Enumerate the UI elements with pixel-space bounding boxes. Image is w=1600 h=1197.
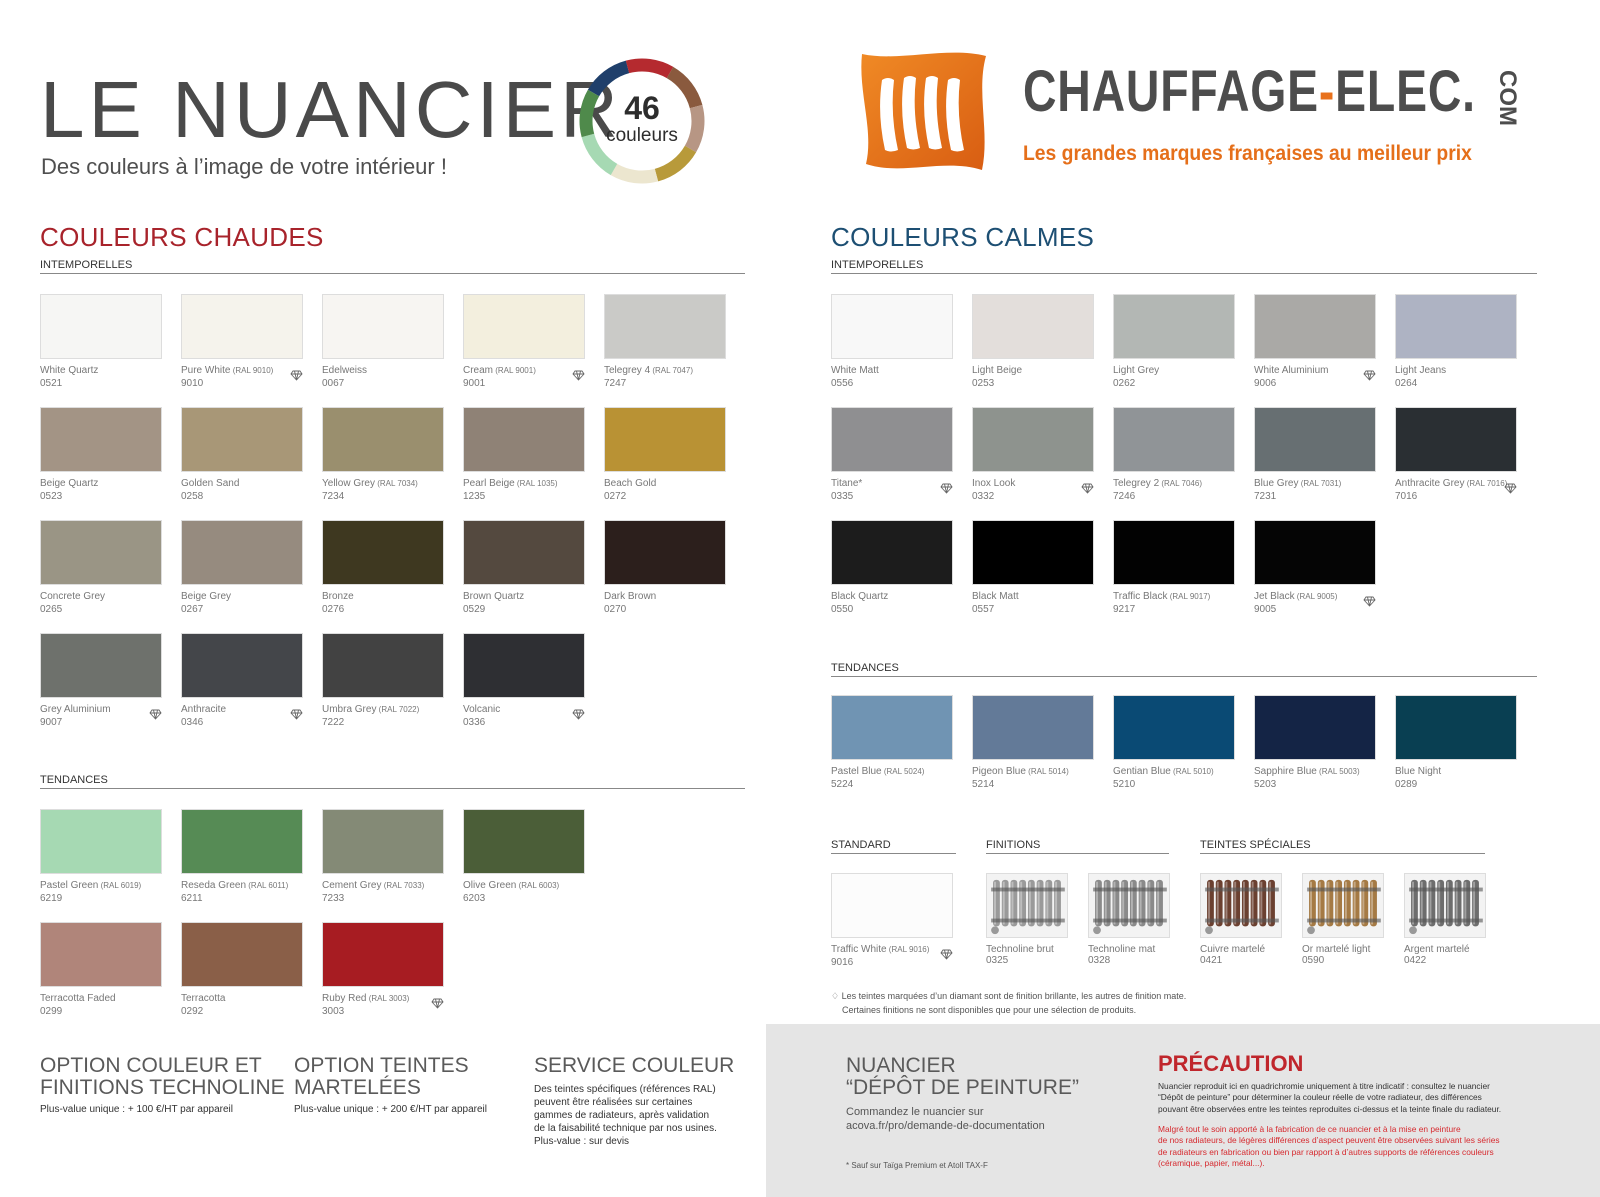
service-couleur-line1: Des teintes spécifiques (références RAL) — [534, 1084, 716, 1096]
warm-tendances-heading: TENDANCES — [40, 774, 745, 789]
swatch-color — [1254, 520, 1376, 585]
radiator-sample-icon — [1302, 873, 1384, 938]
swatch-color — [1113, 695, 1235, 760]
swatch-anthracite-grey — [1395, 407, 1517, 503]
color-count-badge — [576, 55, 708, 187]
swatch-code: 6203 — [463, 892, 486, 904]
finish-technoline-brut — [986, 873, 1068, 966]
standard-heading: STANDARD — [831, 839, 956, 854]
swatch-code: 5214 — [972, 778, 995, 790]
swatch-color — [322, 294, 444, 359]
swatch-code: 9217 — [1113, 603, 1136, 615]
finish-name: Argent martelé — [1404, 944, 1470, 955]
swatch-color — [1254, 407, 1376, 472]
swatch-color — [972, 294, 1094, 359]
swatch-code: 0289 — [1395, 778, 1418, 790]
swatch-beach-gold — [604, 407, 726, 503]
finish-argent-martele — [1404, 873, 1486, 966]
swatch-color — [322, 809, 444, 874]
swatch-gentian-blue — [1113, 695, 1235, 791]
swatch-name: Volcanic — [463, 704, 501, 715]
option-martelees — [294, 1055, 524, 1116]
swatch-pearl-beige — [463, 407, 585, 503]
brand-tld-text: COM — [1494, 70, 1521, 126]
swatch-color — [831, 695, 953, 760]
swatch-code: 0346 — [181, 716, 204, 728]
swatch-code: 1235 — [463, 490, 486, 502]
finish-name: Technoline brut — [986, 944, 1054, 955]
swatch-color — [604, 407, 726, 472]
swatch-code: 0270 — [604, 603, 627, 615]
service-couleur-line3: gammes de radiateurs, après validation — [534, 1110, 710, 1122]
swatch-name: Pigeon Blue (RAL 5014) — [972, 766, 1069, 777]
diamond-icon — [940, 947, 953, 958]
swatch-golden-sand — [181, 407, 303, 503]
swatch-cement-grey — [322, 809, 444, 905]
swatch-color — [322, 922, 444, 987]
swatch-name: Black Matt — [972, 591, 1019, 602]
swatch-name: Pure White (RAL 9010) — [181, 365, 274, 376]
swatch-name: Olive Green (RAL 6003) — [463, 880, 560, 891]
swatch-name: Pearl Beige (RAL 1035) — [463, 478, 558, 489]
swatch-name: Light Jeans — [1395, 365, 1447, 376]
swatch-color — [181, 520, 303, 585]
swatch-code: 0253 — [972, 377, 995, 389]
diamond-icon — [572, 707, 585, 718]
swatch-name: Light Grey — [1113, 365, 1160, 376]
swatch-name: Concrete Grey — [40, 591, 106, 602]
swatch-color — [463, 407, 585, 472]
swatch-code: 7222 — [322, 716, 345, 728]
nuancier-depot-title-1: NUANCIER — [846, 1054, 956, 1077]
radiator-logo-icon — [858, 52, 990, 174]
precaution — [1158, 1053, 1588, 1169]
swatch-color — [181, 407, 303, 472]
swatch-code: 9007 — [40, 716, 63, 728]
swatch-blue-night — [1395, 695, 1517, 791]
precaution-warning-line2: de nos radiateurs, de légères différences d’aspect peuvent être observées suivant les séries — [1158, 1135, 1500, 1146]
swatch-color — [322, 633, 444, 698]
swatch-name: Blue Night — [1395, 766, 1442, 777]
finish-code: 0325 — [986, 955, 1009, 966]
swatch-name: Grey Aluminium — [40, 704, 111, 715]
swatch-light-grey — [1113, 294, 1235, 390]
swatch-olive-green — [463, 809, 585, 905]
swatch-name: Inox Look — [972, 478, 1016, 489]
finish-name: Or martelé light — [1302, 944, 1371, 955]
nuancier-depot-link[interactable]: acova.fr/pro/demande-de-documentation — [846, 1120, 1045, 1133]
swatch-color — [463, 520, 585, 585]
swatch-pastel-green — [40, 809, 162, 905]
swatch-name: White Aluminium — [1254, 365, 1329, 376]
swatch-code: 6211 — [181, 892, 203, 904]
warm-intemporelles-heading: INTEMPORELLES — [40, 259, 745, 274]
swatch-name: Traffic Black (RAL 9017) — [1113, 591, 1211, 602]
swatch-name: Beach Gold — [604, 478, 657, 489]
swatch-code: 0299 — [40, 1005, 63, 1017]
swatch-color — [972, 520, 1094, 585]
swatch-color — [831, 407, 953, 472]
swatch-code: 5210 — [1113, 778, 1136, 790]
swatch-volcanic — [463, 633, 585, 729]
swatch-code: 9006 — [1254, 377, 1277, 389]
swatch-name: Traffic White (RAL 9016) — [831, 944, 930, 955]
swatch-code: 5203 — [1254, 778, 1277, 790]
swatch-telegrey-4 — [604, 294, 726, 390]
precaution-line2: “Dépôt de peinture” pour déterminer la couleur réelle de votre radiateur, des différences — [1158, 1092, 1482, 1103]
swatch-telegrey-2 — [1113, 407, 1235, 503]
radiator-sample-icon — [1088, 873, 1170, 938]
titane-note: * Sauf sur Taïga Premium et Atoll TAX-F — [846, 1161, 988, 1170]
swatch-color — [322, 520, 444, 585]
swatch-code: 0332 — [972, 490, 995, 502]
option-martelees-title-1: OPTION TEINTES — [294, 1054, 469, 1077]
swatch-code: 0292 — [181, 1005, 204, 1017]
swatch-name: Black Quartz — [831, 591, 889, 602]
swatch-code: 0335 — [831, 490, 854, 502]
swatch-name: Cream (RAL 9001) — [463, 365, 536, 376]
swatch-code: 0556 — [831, 377, 854, 389]
swatch-color — [40, 922, 162, 987]
swatch-code: 7233 — [322, 892, 345, 904]
swatch-color — [972, 407, 1094, 472]
swatch-name: Titane* — [831, 478, 863, 489]
swatch-beige-grey — [181, 520, 303, 616]
swatch-name: Terracotta Faded — [40, 993, 116, 1004]
swatch-name: Terracotta — [181, 993, 226, 1004]
swatch-code: 0258 — [181, 490, 204, 502]
badge-label: couleurs — [606, 125, 678, 146]
swatch-anthracite — [181, 633, 303, 729]
swatch-code: 0262 — [1113, 377, 1136, 389]
swatch-name: Bronze — [322, 591, 354, 602]
swatch-color — [831, 873, 953, 938]
precaution-line1: Nuancier reproduit ici en quadrichromie uniquement à titre indicatif : consultez le nuancier — [1158, 1081, 1490, 1091]
swatch-bronze — [322, 520, 444, 616]
swatch-code: 0264 — [1395, 377, 1418, 389]
finish-code: 0328 — [1088, 955, 1111, 966]
diamond-icon — [290, 368, 303, 379]
precaution-warning-line3: de radiateurs en fabrication ou bien par rapport à d’autres supports de références couleurs — [1158, 1146, 1494, 1157]
swatch-color — [40, 407, 162, 472]
swatch-code: 0067 — [322, 377, 345, 389]
diamond-icon — [1363, 594, 1376, 605]
finish-note-line2: Certaines finitions ne sont disponibles que pour une sélection de produits. — [842, 1004, 1137, 1015]
finish-or-martele-light — [1302, 873, 1384, 966]
swatch-color — [1395, 695, 1517, 760]
radiator-sample-icon — [1200, 873, 1282, 938]
swatch-titane — [831, 407, 953, 503]
swatch-name: Gentian Blue (RAL 5010) — [1113, 766, 1214, 777]
swatch-color — [40, 809, 162, 874]
calm-tendances-heading: TENDANCES — [831, 662, 1537, 677]
swatch-name: Telegrey 4 (RAL 7047) — [604, 365, 693, 376]
precaution-text — [1158, 1081, 1588, 1115]
swatch-white-quartz — [40, 294, 162, 390]
swatch-dark-brown — [604, 520, 726, 616]
finish-note-line1: ♢ Les teintes marquées d’un diamant sont de finition brillante, les autres de finition mate. — [831, 991, 1187, 1001]
brand-dash: - — [1318, 59, 1336, 124]
precaution-title: PRÉCAUTION — [1158, 1051, 1304, 1076]
swatch-color — [40, 633, 162, 698]
swatch-name: Anthracite — [181, 704, 227, 715]
finish-code: 0590 — [1302, 955, 1325, 966]
swatch-color — [181, 809, 303, 874]
service-couleur-title: SERVICE COULEUR — [534, 1054, 735, 1077]
swatch-pure-white — [181, 294, 303, 390]
swatch-white-matt — [831, 294, 953, 390]
swatch-black-quartz — [831, 520, 953, 616]
swatch-name: Anthracite Grey (RAL 7016) — [1395, 478, 1508, 489]
swatch-color — [181, 294, 303, 359]
finish-note — [831, 990, 1186, 1017]
swatch-color — [463, 294, 585, 359]
swatch-name: White Quartz — [40, 365, 99, 376]
swatch-code: 7016 — [1395, 490, 1418, 502]
swatch-jet-black — [1254, 520, 1376, 616]
swatch-name: Sapphire Blue (RAL 5003) — [1254, 766, 1360, 777]
swatch-sapphire-blue — [1254, 695, 1376, 791]
teintes-speciales-heading: TEINTES SPÉCIALES — [1200, 839, 1485, 854]
swatch-color — [463, 809, 585, 874]
swatch-concrete-grey — [40, 520, 162, 616]
swatch-code: 0265 — [40, 603, 63, 615]
radiator-sample-icon — [986, 873, 1068, 938]
swatch-cream — [463, 294, 585, 390]
radiator-sample-icon — [1404, 873, 1486, 938]
swatch-code: 9005 — [1254, 603, 1277, 615]
swatch-brown-quartz — [463, 520, 585, 616]
calm-intemporelles-heading: INTEMPORELLES — [831, 259, 1537, 274]
swatch-code: 0521 — [40, 377, 63, 389]
swatch-code: 6219 — [40, 892, 63, 904]
swatch-pigeon-blue — [972, 695, 1094, 791]
swatch-code: 5224 — [831, 778, 854, 790]
swatch-color — [181, 633, 303, 698]
diamond-icon — [572, 368, 585, 379]
swatch-name: White Matt — [831, 365, 879, 376]
swatch-color — [322, 407, 444, 472]
swatch-name: Pastel Green (RAL 6019) — [40, 880, 142, 891]
swatch-color — [40, 294, 162, 359]
swatch-color — [1113, 407, 1235, 472]
calm-section-title: COULEURS CALMES — [831, 222, 1095, 252]
brand-dot: . — [1462, 59, 1476, 124]
precaution-warning-line4: (céramique, papier, métal...). — [1158, 1158, 1265, 1169]
precaution-line3: pouvant être observées entre les teintes reproduites ci-dessus et la teinte finale du radiateur. — [1158, 1103, 1502, 1114]
service-couleur-line5: Plus-value : sur devis — [534, 1136, 630, 1148]
swatch-name: Brown Quartz — [463, 591, 525, 602]
nuancier-depot-title-2: “DÉPÔT DE PEINTURE” — [846, 1076, 1079, 1100]
option-martelees-title-2: MARTELÉES — [294, 1076, 421, 1100]
option-martelees-price: Plus-value unique : + 200 €/HT par appareil — [294, 1104, 487, 1116]
swatch-code: 7247 — [604, 377, 627, 389]
brand-tagline: Les grandes marques françaises au meilleur prix — [1023, 142, 1472, 165]
swatch-color — [40, 520, 162, 585]
precaution-warning — [1158, 1124, 1588, 1169]
swatch-code: 7246 — [1113, 490, 1136, 502]
swatch-color — [831, 520, 953, 585]
swatch-name: Yellow Grey (RAL 7034) — [322, 478, 418, 489]
brand-left: CHAUFFAGE — [1023, 59, 1319, 124]
swatch-name: Dark Brown — [604, 591, 657, 602]
swatch-pastel-blue — [831, 695, 953, 791]
swatch-name: Cement Grey (RAL 7033) — [322, 880, 425, 891]
swatch-color — [1254, 294, 1376, 359]
swatch-code: 0336 — [463, 716, 486, 728]
nuancier-depot-line1: Commandez le nuancier sur — [846, 1106, 984, 1119]
diamond-icon — [290, 707, 303, 718]
swatch-color — [972, 695, 1094, 760]
diamond-icon — [149, 707, 162, 718]
finish-technoline-mat — [1088, 873, 1170, 966]
option-technoline-title-1: OPTION COULEUR ET — [40, 1054, 262, 1077]
swatch-grey-aluminium — [40, 633, 162, 729]
swatch-code: 7231 — [1254, 490, 1277, 502]
swatch-code: 7234 — [322, 490, 345, 502]
swatch-umbra-grey — [322, 633, 444, 729]
swatch-code: 0267 — [181, 603, 204, 615]
swatch-terracotta-faded — [40, 922, 162, 1018]
swatch-color — [1254, 695, 1376, 760]
swatch-name: Light Beige — [972, 365, 1023, 376]
swatch-name: Ruby Red (RAL 3003) — [322, 993, 410, 1004]
option-technoline-title-2: FINITIONS TECHNOLINE — [40, 1076, 285, 1100]
swatch-code: 0276 — [322, 603, 345, 615]
swatch-color — [831, 294, 953, 359]
swatch-reseda-green — [181, 809, 303, 905]
swatch-code: 0523 — [40, 490, 63, 502]
swatch-name: Pastel Blue (RAL 5024) — [831, 766, 925, 777]
swatch-traffic-black — [1113, 520, 1235, 616]
diamond-icon — [940, 481, 953, 492]
option-technoline — [40, 1055, 290, 1116]
option-technoline-price: Plus-value unique : + 100 €/HT par appareil — [40, 1104, 233, 1116]
swatch-light-beige — [972, 294, 1094, 390]
swatch-code: 0272 — [604, 490, 627, 502]
swatch-name: Blue Grey (RAL 7031) — [1254, 478, 1342, 489]
finish-name: Technoline mat — [1088, 944, 1156, 955]
brand-tld — [1480, 68, 1521, 130]
brand-right: ELEC — [1335, 59, 1463, 124]
swatch-edelweiss — [322, 294, 444, 390]
badge-number: 46 — [624, 90, 660, 126]
swatch-traffic-white — [831, 873, 953, 969]
swatch-color — [181, 922, 303, 987]
brand-name — [1023, 60, 1476, 124]
swatch-name: Jet Black (RAL 9005) — [1254, 591, 1338, 602]
swatch-color — [1395, 407, 1517, 472]
swatch-name: Edelweiss — [322, 365, 368, 376]
finitions-heading: FINITIONS — [986, 839, 1169, 854]
warm-section-title: COULEURS CHAUDES — [40, 222, 324, 252]
diamond-icon: ♢ — [831, 991, 842, 1001]
swatch-color — [604, 294, 726, 359]
finish-name: Cuivre martelé — [1200, 944, 1266, 955]
diamond-icon — [1363, 368, 1376, 379]
page-subtitle: Des couleurs à l’image de votre intérieur ! — [41, 154, 447, 179]
page-title: LE NUANCIER — [40, 65, 622, 154]
swatch-blue-grey — [1254, 407, 1376, 503]
swatch-code: 9016 — [831, 956, 854, 968]
swatch-ruby-red — [322, 922, 444, 1018]
service-couleur-line2: peuvent être réalisées sur certaines — [534, 1097, 693, 1109]
swatch-color — [1113, 294, 1235, 359]
finish-code: 0422 — [1404, 955, 1427, 966]
swatch-code: 0550 — [831, 603, 854, 615]
swatch-color — [1113, 520, 1235, 585]
swatch-color — [463, 633, 585, 698]
swatch-name: Beige Grey — [181, 591, 232, 602]
swatch-name: Beige Quartz — [40, 478, 99, 489]
diamond-icon — [1081, 481, 1094, 492]
swatch-name: Telegrey 2 (RAL 7046) — [1113, 478, 1202, 489]
swatch-white-aluminium — [1254, 294, 1376, 390]
swatch-inox-look — [972, 407, 1094, 503]
swatch-color — [1395, 294, 1517, 359]
diamond-icon — [1504, 481, 1517, 492]
swatch-terracotta — [181, 922, 303, 1018]
precaution-warning-line1: Malgré tout le soin apporté à la fabrication de ce nuancier et à la mise en peinture — [1158, 1124, 1461, 1135]
swatch-code: 9010 — [181, 377, 204, 389]
finish-code: 0421 — [1200, 955, 1223, 966]
nuancier-depot — [846, 1055, 1106, 1134]
swatch-code: 0557 — [972, 603, 995, 615]
swatch-light-jeans — [1395, 294, 1517, 390]
service-couleur — [534, 1055, 754, 1148]
swatch-name: Golden Sand — [181, 478, 240, 489]
swatch-color — [604, 520, 726, 585]
swatch-code: 3003 — [322, 1005, 345, 1017]
swatch-code: 9001 — [463, 377, 486, 389]
finish-cuivre-martele — [1200, 873, 1282, 966]
swatch-black-matt — [972, 520, 1094, 616]
diamond-icon — [431, 996, 444, 1007]
service-couleur-line4: de la faisabilité technique par nos usines. — [534, 1123, 717, 1135]
swatch-name: Reseda Green (RAL 6011) — [181, 880, 289, 891]
swatch-beige-quartz — [40, 407, 162, 503]
swatch-code: 0529 — [463, 603, 486, 615]
swatch-yellow-grey — [322, 407, 444, 503]
swatch-name: Umbra Grey (RAL 7022) — [322, 704, 420, 715]
